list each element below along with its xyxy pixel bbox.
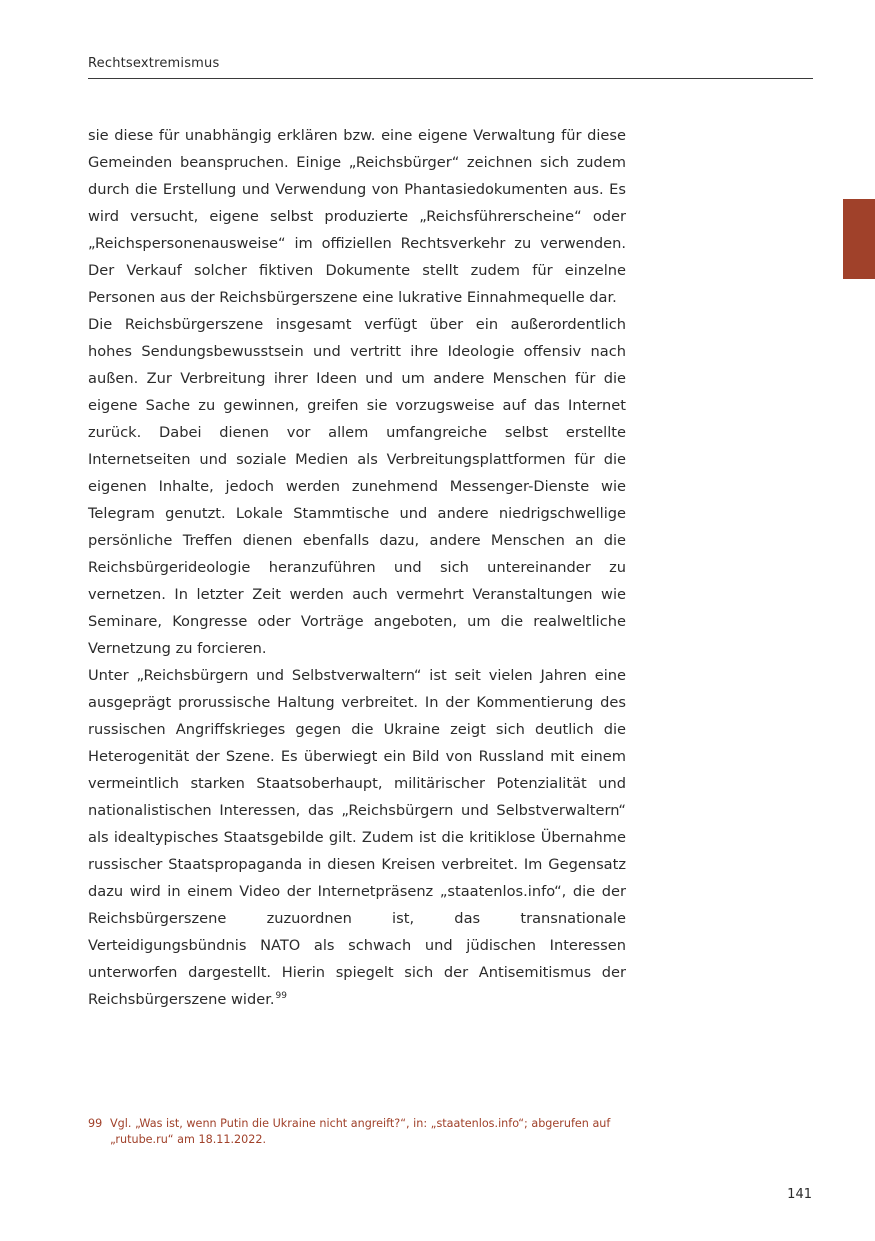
running-header: Rechtsextremismus: [88, 56, 220, 71]
paragraph-1: sie diese für unabhängig erklären bzw. eine eigene Verwaltung für diese Gemeinden beanspruchen. Einige „Reichsbürger“ zeichnen sich zudem durch die Erstellung und Verwendung von Phantasiedokumenten aus. Es wird versucht, eigene selbst produzierte „Reichsführerscheine“ oder „Reichspersonenausweise“ im offiziellen Rechtsverkehr zu verwenden. Der Verkauf solcher fiktiven Dokumente stellt zudem für einzelne Personen aus der Reichsbürgerszene eine lukrative Einnahmequelle dar.: [88, 127, 626, 306]
footnote: [88, 1116, 628, 1148]
footnote-reference[interactable]: 99: [275, 991, 287, 1001]
chapter-tab-marker: [843, 199, 875, 279]
header-rule: [88, 78, 813, 79]
body-text: [88, 122, 626, 1013]
page-number: 141: [787, 1187, 812, 1202]
paragraph-3-text: Unter „Reichsbürgern und Selbstverwaltern“ ist seit vielen Jahren eine ausgeprägt prorussische Haltung verbreitet. In der Kommentierung des russischen Angriffskrieges gegen die Ukraine zeigt sich deutlich die Heterogenität der Szene. Es überwiegt ein Bild von Russland mit einem vermeintlich starken Staatsoberhaupt, militärischer Potenzialität und nationalistischen Interessen, das „Reichsbürgern und Selbstverwaltern“ als idealtypisches Staatsgebilde gilt. Zudem ist die kritiklose Übernahme russischer Staatspropaganda in diesen Kreisen verbreitet. Im Gegensatz dazu wird in einem Video der Internetpräsenz „staatenlos.info“, die der Reichsbürgerszene zuzuordnen ist, das transnationale Verteidigungsbündnis NATO als schwach und jüdischen Interessen unterworfen dargestellt. Hierin spiegelt sich der Antisemitismus der Reichsbürgerszene wider.: [88, 667, 626, 1008]
paragraph-3: [88, 662, 626, 1013]
footnote-number: 99: [88, 1117, 103, 1130]
footnote-text: Vgl. „Was ist, wenn Putin die Ukraine nicht angreift?“, in: „staatenlos.info“; abgerufen auf „rutube.ru“ am 18.11.2022.: [110, 1117, 611, 1146]
paragraph-2: Die Reichsbürgerszene insgesamt verfügt über ein außerordentlich hohes Sendungsbewusstsein und vertritt ihre Ideologie offensiv nach außen. Zur Verbreitung ihrer Ideen und um andere Menschen für die eigene Sache zu gewinnen, greifen sie vorzugsweise auf das Internet zurück. Dabei dienen vor allem umfangreiche selbst erstellte Internetseiten und soziale Medien als Verbreitungsplattformen für die eigenen Inhalte, jedoch werden zunehmend Messenger-Dienste wie Telegram genutzt. Lokale Stammtische und andere niedrigschwellige persönliche Treffen dienen ebenfalls dazu, andere Menschen an die Reichsbürgerideologie heranzuführen und sich untereinander zu vernetzen. In letzter Zeit werden auch vermehrt Veranstaltungen wie Seminare, Kongresse oder Vorträge angeboten, um die realweltliche Vernetzung zu forcieren.: [88, 316, 626, 657]
